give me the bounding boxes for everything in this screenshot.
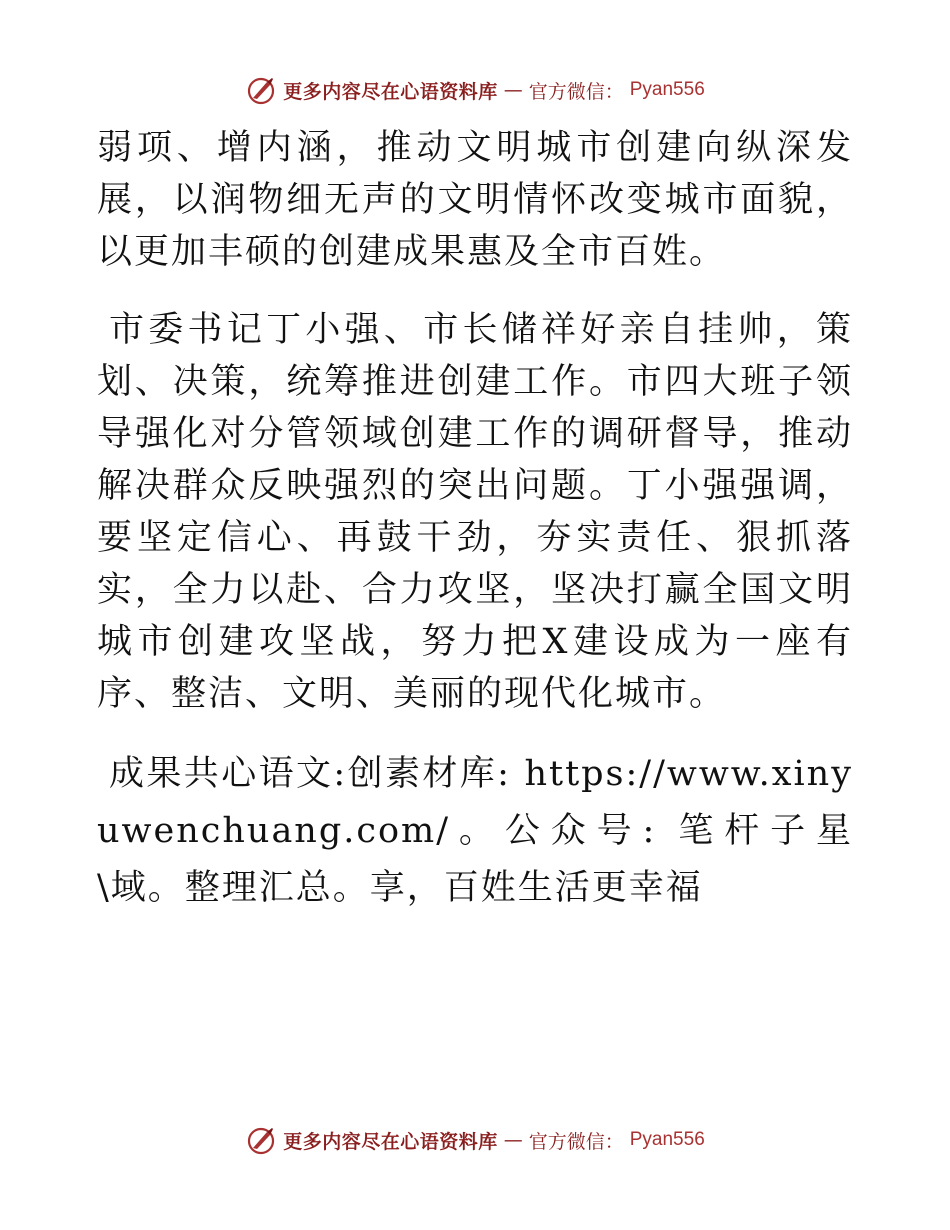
- quill-logo-icon: [245, 74, 277, 106]
- quill-logo-icon: [245, 1124, 277, 1156]
- header-watermark-banner: [0, 70, 950, 110]
- header-wechat-label: 官方微信：: [528, 80, 624, 103]
- document-body: [97, 122, 853, 943]
- paragraph-2: 市委书记丁小强、市长储祥好亲自挂帅，策划、决策，统筹推进创建工作。市四大班子领导强化对分管领域创建工作的调研督导，推动解决群众反映强烈的突出问题。丁小强强调，要坚定信心、再鼓干劲，夯实责任、狠抓落实，全力以赴、合力攻坚，坚决打赢全国文明城市创建攻坚战，努力把X建设成为一座有序、整洁、文明、美丽的现代化城市。: [97, 310, 853, 714]
- footer-separator: —: [503, 1129, 523, 1151]
- header-site-text: 更多内容尽在心语资料库: [283, 80, 498, 103]
- footer-wechat-id: Pyan556: [629, 1129, 705, 1150]
- footer-wechat-label: 官方微信：: [528, 1130, 624, 1153]
- paragraph-3: 成果共心语文:创素材库: https://www.xinyuwenchuang.com/。公众号: 笔杆子星\域。整理汇总。享，百姓生活更幸福: [97, 754, 853, 908]
- footer-watermark-banner: [0, 1120, 950, 1160]
- header-separator: —: [503, 79, 523, 101]
- footer-site-text: 更多内容尽在心语资料库: [283, 1130, 498, 1153]
- paragraph-1: 弱项、增内涵，推动文明城市创建向纵深发展，以润物细无声的文明情怀改变城市面貌，以更加丰硕的创建成果惠及全市百姓。: [97, 128, 853, 272]
- header-wechat-id: Pyan556: [629, 79, 705, 100]
